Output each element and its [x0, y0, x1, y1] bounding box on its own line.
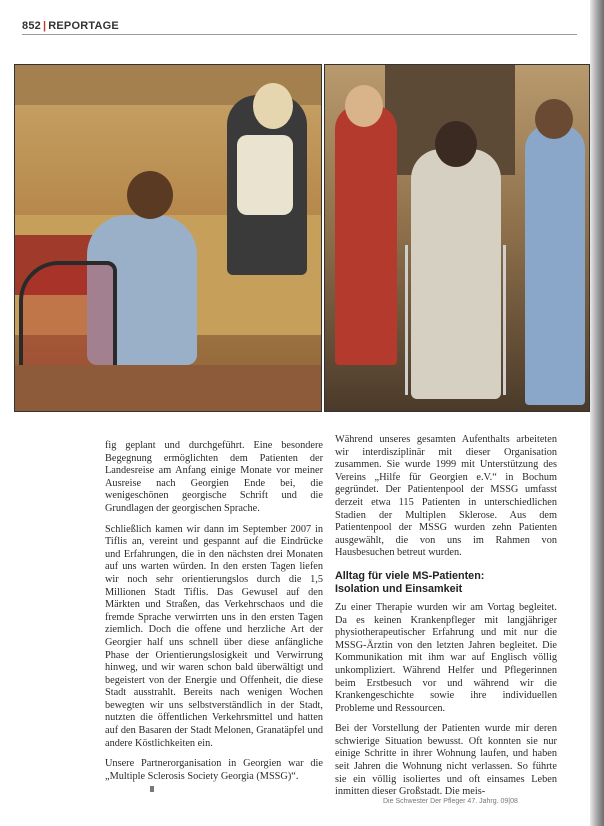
paragraph: Zu einer Therapie wurden wir am Vortag begleitet. Da es keinen Krankenpfleger mit langjähriger physiotherapeutischer Erfahrung und mit nur die MSSG-Ärztin von den letzten Jahren begleitet. Die Kommunikation mit ihm war auf Englisch völlig unkompliziert. Während Helfer und Pflegerinnen beim Erstbesuch vor und während wir die Krankengeschichte sowie ihre individuellen Probleme und Ressourcen.: [335, 601, 557, 714]
therapist-head: [127, 171, 173, 219]
helper-figure: [525, 125, 585, 405]
header-rule: [22, 34, 577, 35]
header-separator: |: [42, 20, 47, 32]
subhead-line-1: Alltag für viele MS-Patienten:: [335, 569, 485, 582]
woman-with-crutches: [411, 149, 501, 399]
page-footer: Die Schwester Der Pfleger 47. Jahrg. 09|08: [383, 798, 518, 805]
floor: [15, 365, 321, 411]
patient-vest: [237, 135, 293, 215]
photo-therapy-session: [14, 64, 322, 412]
paragraph: Unsere Partnerorganisation in Georgien war die „Multiple Sclerosis Society Georgia (MSSG)“.: [105, 758, 323, 782]
column-left: [105, 440, 323, 791]
paragraph: Während unseres gesamten Aufenthalts arbeiteten wir interdisziplinär mit dieser Organisation zusammen. Sie wurde 1999 mit Unterstützung des Vereins „Hilfe für Georgien e.V.“ in Bochum gegründet. Der Patientenpool der MSSG umfasst derzeit etwa 115 Patienten in unterschiedlichen Stadien der Multiplen Sklerose. Aus dem Patientenpool der MSSG wurden zehn Patienten ausgewählt, die von uns im Rahmen von Hausbesuchen betreut wurden.: [335, 434, 557, 559]
page-edge: [590, 0, 604, 826]
patient-head: [253, 83, 293, 129]
column-right: [335, 434, 557, 807]
section-subhead: [335, 570, 557, 596]
crutch-right: [503, 245, 506, 395]
paragraph: Schließlich kamen wir dann im September 2007 in Tiflis an, vereint und gespannt auf die Eindrücke und Erfahrungen, die in den nächsten drei Monaten auf uns warten würden. In den ersten Tagen liefen wir noch sehr orientierungslos durch die 1,5 Millionen Stadt Tiflis. Das Gewusel auf den Märkten und Straßen, das Verkehrschaos und die fremde Sprache verwirrten uns in den ersten Tagen ziemlich. Doch die offene und herzliche Art der Georgier half uns schnell über diese anfängliche Phase der Orientierungslosigkeit und Verwirrung hinweg, und wir waren schon bald überwältigt und begeistert von der Energie und Offenheit, die diese Stadt ausstrahlt. Bereits nach wenigen Wochen bewegten wir uns selbstverständlich in der Stadt, nutzten die öffentlichen Verkehrsmittel und hatten auf den Basaren der Stadt Melonen, Granatäpfel und andere Köstlichkeiten ein.: [105, 523, 323, 749]
page-header: [22, 20, 119, 32]
paragraph: Bei der Vorstellung der Patienten wurde mir deren schwierige Situation bewusst. Oft konnten sie nur einige Schritte in ihrer Wohnung laufen, und haben seit Jahren die Wohnung nicht verlassen. So führte sie ein völlig isoliertes und oft einsames Leben inmitten dieser Großstadt. Die meis-: [335, 723, 557, 798]
column-end-marker: [150, 786, 154, 792]
helper-head: [535, 99, 573, 139]
paragraph: fig geplant und durchgeführt. Eine besondere Begegnung ermöglichten dem Patienten der Landesreise am Anfang einige Monate vor meiner Ausreise nach Georgien Ende bei, die wenigeschönen georgische Schrift und die Grundlagen der georgischen Sprache.: [105, 440, 323, 514]
man-figure: [335, 105, 397, 365]
man-head: [345, 85, 383, 127]
photo-walking-practice: [324, 64, 590, 412]
woman-head: [435, 121, 477, 167]
subhead-line-2: Isolation und Einsamkeit: [335, 582, 463, 595]
page-number: 852: [22, 20, 41, 32]
crutch-left: [405, 245, 408, 395]
section-title: REPORTAGE: [48, 20, 119, 32]
